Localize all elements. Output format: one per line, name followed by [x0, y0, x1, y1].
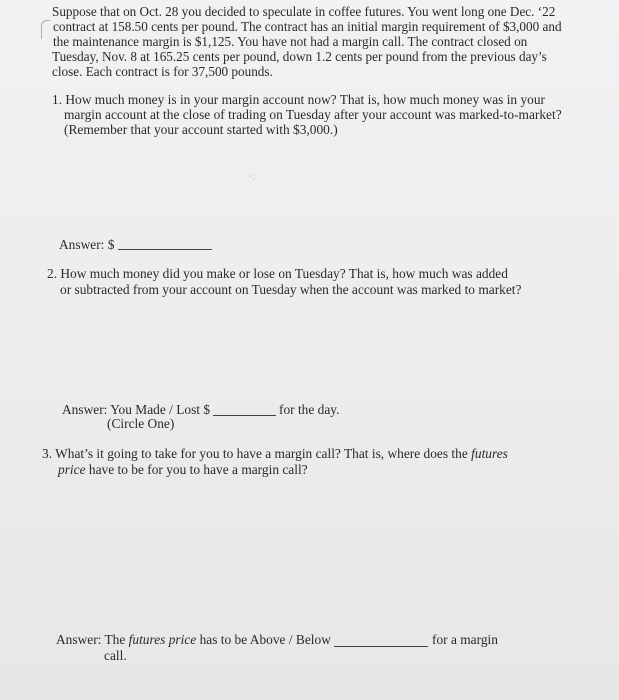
- answer-label: [56, 632, 331, 647]
- answer-blank[interactable]: [334, 646, 428, 647]
- question-3-line: [58, 462, 308, 477]
- question-3-text: have to be for you to have a margin call?: [88, 462, 308, 477]
- faint-smudge: ·:: [248, 170, 256, 183]
- question-3-line: [42, 446, 508, 461]
- question-2-line: or subtracted from your account on Tuesday when the account was marked to market?: [60, 282, 522, 297]
- answer-suffix: for the day.: [279, 402, 340, 417]
- circle-one-note: (Circle One): [107, 416, 175, 431]
- answer-suffix: for a margin: [432, 632, 498, 647]
- question-1-line: 1. How much money is in your margin account now? That is, how much money was in your: [52, 92, 546, 107]
- answer-blank[interactable]: [213, 415, 276, 416]
- question-3-emphasis: futures: [471, 446, 508, 461]
- intro-line: contract at 158.50 cents per pound. The contract has an initial margin requirement of $3,000 and: [53, 19, 562, 34]
- intro-line: Tuesday, Nov. 8 at 165.25 cents per pound, down 1.2 cents per pound from the previous day’s: [52, 49, 547, 64]
- answer-blank[interactable]: [118, 249, 212, 250]
- question-1-line: margin account at the close of trading on Tuesday after your account was marked-to-market?: [64, 107, 562, 122]
- answer-emphasis: futures price: [128, 632, 197, 647]
- question-1-line: (Remember that your account started with $3,000.): [64, 122, 338, 137]
- answer-text: has to be Above / Below: [199, 632, 331, 647]
- answer-label: Answer: $: [59, 237, 115, 252]
- answer-text: Answer: The: [56, 632, 126, 647]
- intro-line: close. Each contract is for 37,500 pounds.: [52, 64, 273, 79]
- pen-mark: [41, 20, 50, 39]
- question-2-line: 2. How much money did you make or lose on Tuesday? That is, how much was added: [47, 266, 508, 281]
- question-3-emphasis: price: [58, 462, 86, 477]
- answer-continuation: call.: [104, 648, 127, 663]
- intro-line: the maintenance margin is $1,125. You have not had a margin call. The contract closed on: [53, 34, 528, 49]
- question-3-text: 3. What’s it going to take for you to have a margin call? That is, where does the: [42, 446, 468, 461]
- intro-line: Suppose that on Oct. 28 you decided to speculate in coffee futures. You went long one Dec. ‘22: [52, 4, 556, 19]
- answer-label: Answer: You Made / Lost $: [62, 402, 211, 417]
